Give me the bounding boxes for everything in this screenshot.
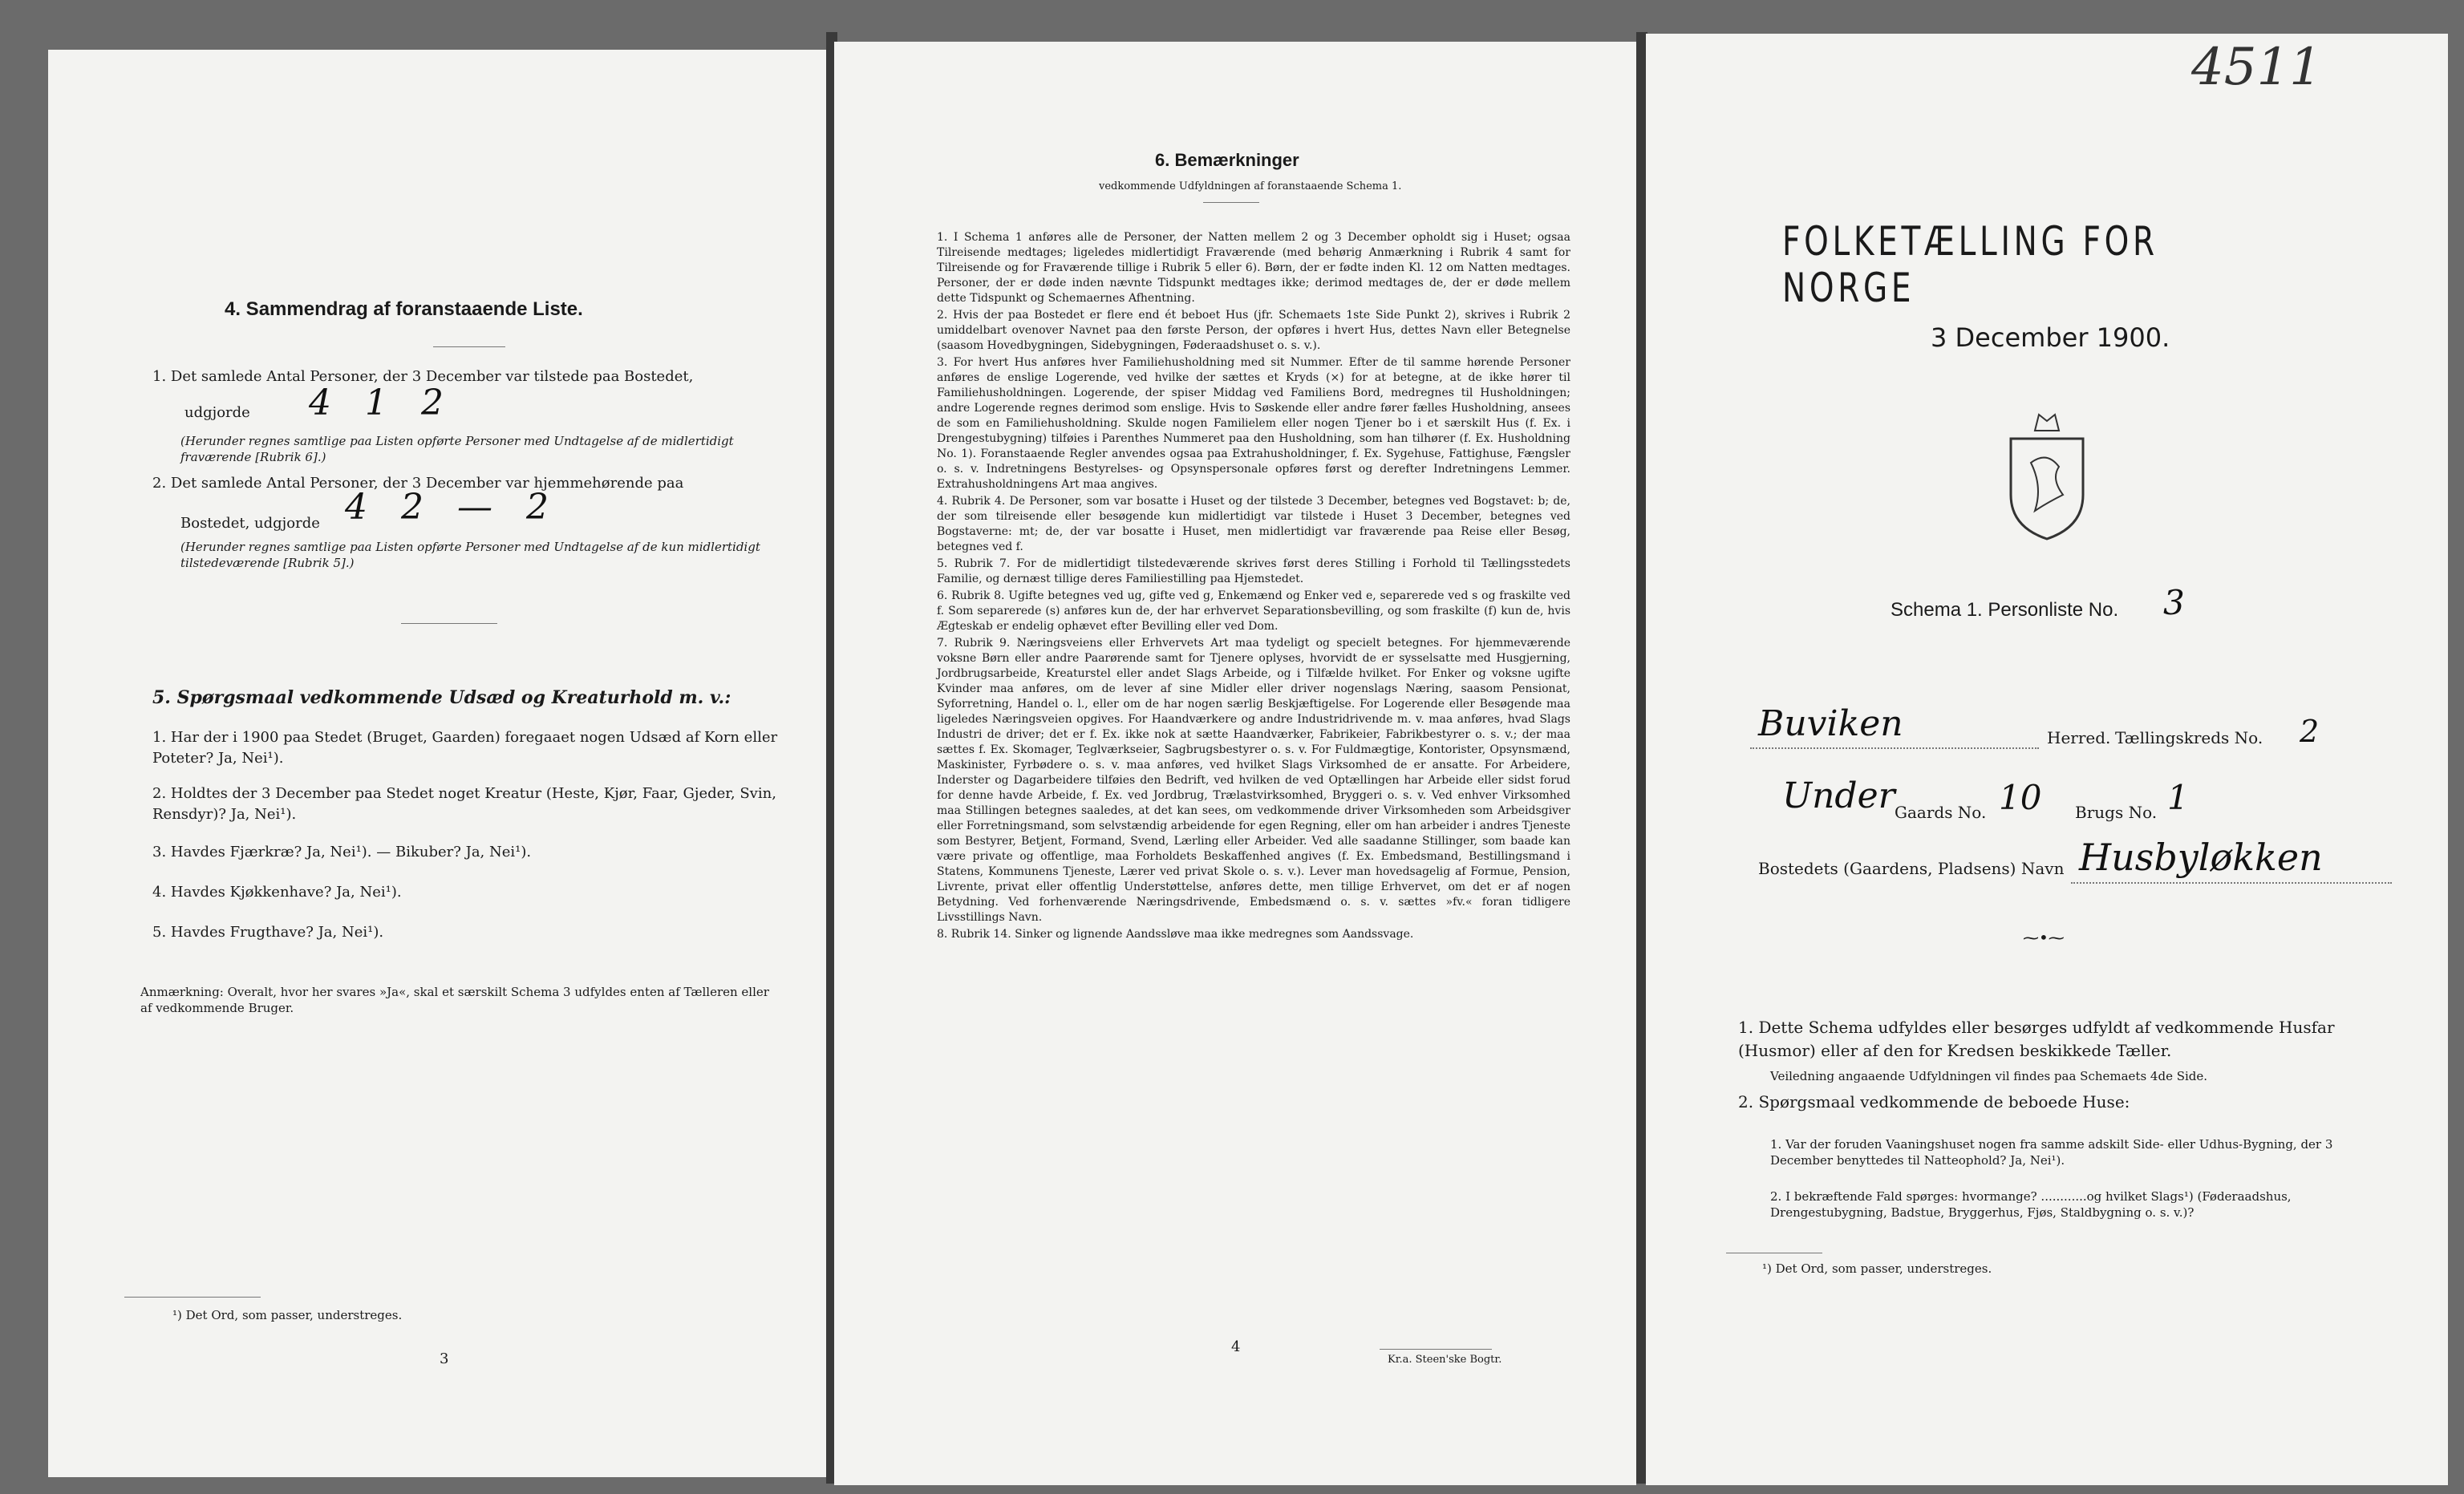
section5-title: 5. Spørgsmaal vedkommende Udsæd og Kreaturhold m. v.: [152,687,732,708]
footnote: ¹) Det Ord, som passer, understreges. [172,1308,403,1322]
divider [401,623,497,624]
ornament: ⁓•⁓ [2023,928,2065,947]
s5-q5: 5. Havdes Frugthave? Ja, Nei¹). [152,924,384,941]
norway-coat-of-arms-icon [2003,407,2091,543]
remark-item: 5. Rubrik 7. For de midlertidigt tilstedeværende skrives først deres Stilling i Forhold til Tællingsstedets Familie, og dernæst tillige deres Familiestilling paa Hjemstedet. [937,557,1570,585]
instruction-2-q1: 1. Var der foruden Vaaningshuset nogen fra samme adskilt Side- eller Udhus-Bygning, der 3 December benyttedes til Natteophold? Ja, Nei¹). [1770,1137,2333,1168]
gaards-label: Gaards No. [1895,803,1987,822]
bosted-line [2071,882,2392,884]
s5-q2: 2. Holdtes der 3 December paa Stedet noget Kreatur (Heste, Kjør, Faar, Gjeder, Svin, Rensdyr)? Ja, Nei¹). [152,785,776,823]
schema-label: Schema 1. Personliste No. [1891,599,2119,621]
instruction-1: 1. Dette Schema udfyldes eller besørges udfyldt af vedkommende Husfar (Husmor) eller af den for Kredsen beskikkede Tæller. [1738,1018,2335,1060]
divider [433,346,505,347]
s5-q3: 3. Havdes Fjærkræ? Ja, Nei¹). — Bikuber? Ja, Nei¹). [152,844,532,860]
brugs-number: 1 [2167,778,2189,817]
kreds-label: Tællingskreds No. [2115,728,2263,747]
s4-q1-note: (Herunder regnes samtlige paa Listen opførte Personer med Undtagelse af de midlertidigt fraværende [Rubrik 6].) [180,434,734,464]
herred-label: Herred. [2047,728,2111,747]
footnote: ¹) Det Ord, som passer, understreges. [1762,1261,1992,1276]
remark-item: 6. Rubrik 8. Ugifte betegnes ved ug, gifte ved g, Enkemænd og Enker ved e, separerede ved s og fraskilte ved f. Som separerede (s) anføres kun de, der har erhvervet Separationsbevilling, og som fraskilte (f) kun de, hvis Ægteskab er endelig ophævet efter Bevilling eller ved Dom. [937,589,1570,633]
kreds-number: 2 [2300,714,2320,749]
gaard-handwritten: Under [1782,775,1895,816]
page-number: 4 [1231,1338,1241,1355]
section4-title: 4. Sammendrag af foranstaaende Liste. [225,298,583,320]
page-4 [834,42,1636,1485]
remarks-subtitle: vedkommende Udfyldningen af foranstaaende Schema 1. [1099,180,1402,192]
remark-item: 3. For hvert Hus anføres hver Familiehusholdning med sit Nummer. Efter de til samme hørende Personer anføres de enslige Logerende, ved hvilke der sættes et Kryds (×) for at betegne, at de ikke hører til Familiehusholdningen. Logerende, der spiser Middag ved Familiens Bord, medregnes til Husholdningen; andre Logerende regnes derimod som enslige. Hvis to Søskende eller andre fører fælles Husholdning, ansees de som en Familiehusholdning. Skulde nogen Familielem eller nogen Tjener bo i et særskilt Hus (f. Ex. i Drengestubygning) tilføies i Parenthes Nummeret paa den Husholdning, som han tilhører (f. Ex. Husholdning No. 1). Foranstaaende Regler anvendes ogsaa paa Extrahusholdninger, f. Ex. Sygehuse, Fattighuse, Fængsler o. s. v. Indretningens Bestyrelses- og Opsynspersonale opføres først og derefter Indretningens Lemmer. Extrahusholdningens Art maa angives. [937,356,1570,491]
cover-page [1646,34,2448,1485]
s4-q1-text: 1. Det samlede Antal Personer, der 3 December var tilstede paa Bostedet, [152,368,694,385]
remark-item: 8. Rubrik 14. Sinker og lignende Aandssløve maa ikke medregnes som Aandssvage. [937,928,1414,941]
instruction-2-q2: 2. I bekræftende Fald spørges: hvormange? ............og hvilket Slags¹) (Føderaadshus, Drengestubygning, Badstue, Bryggerhus, Fjøs, Staldbygning o. s. v.)? [1770,1189,2292,1220]
bosted-handwritten: Husbyløkken [2079,836,2323,879]
catalog-number: 4511 [2191,38,2322,97]
remarks-list [937,230,1570,944]
footnote-rule [124,1297,261,1298]
divider [1203,202,1259,203]
s4-q2-note: (Herunder regnes samtlige paa Listen opførte Personer med Undtagelse af de kun midlertidigt tilstedeværende [Rubrik 5].) [180,540,760,570]
herred-handwritten: Buviken [1758,703,1903,744]
instruction-1-sub: Veiledning angaaende Udfyldningen vil findes paa Schemaets 4de Side. [1770,1069,2208,1083]
bosted-label: Bostedets (Gaardens, Pladsens) Navn [1758,859,2065,878]
anmerkning: Anmærkning: Overalt, hvor her svares »Ja«, skal et særskilt Schema 3 udfyldes enten af Tælleren eller af vedkommende Bruger. [140,985,769,1015]
s4-q2-label: Bostedet, udgjorde [180,515,320,532]
remark-item: 4. Rubrik 4. De Personer, som var bosatte i Huset og der tilstede 3 December, betegnes ved Bogstavet: b; de, der som tilreisende eller besøgende kun midlertidigt var tilstede i Huset 3 December, betegnes ved Bogstaverne: mt; de, der var bosatte i Huset, men midlertidigt var fraværende paa Reise eller Besøg, betegnes ved f. [937,495,1570,553]
remark-item: 2. Hvis der paa Bostedet er flere end ét beboet Hus (jfr. Schemaets 1ste Side Punkt 2), skrives i Rubrik 2 umiddelbart ovenover Navnet paa den første Person, der opføres i hvert Hus, dettes Navn eller Betegnelse (saasom Hovedbygningen, Sidebygningen, Føderaadshuset o. s. v.). [937,309,1570,352]
cover-date: 3 December 1900. [1931,322,2170,353]
remarks-title: 6. Bemærkninger [1155,150,1299,170]
s5-q1: 1. Har der i 1900 paa Stedet (Bruget, Gaarden) foregaaet nogen Udsæd af Korn eller Poteter? Ja, Nei¹). [152,729,778,767]
s5-q4: 4. Havdes Kjøkkenhave? Ja, Nei¹). [152,884,402,901]
s4-q2-text: 2. Det samlede Antal Personer, der 3 December var hjemmehørende paa [152,475,684,492]
s4-q2-handwritten: 4 2 — 2 [345,487,560,528]
page-number: 3 [440,1350,449,1367]
herred-line [1750,747,2039,749]
instruction-2: 2. Spørgsmaal vedkommende de beboede Huse: [1738,1092,2130,1111]
s4-q1-label: udgjorde [184,404,250,421]
printer-rule [1380,1349,1492,1350]
printer-imprint: Kr.a. Steen'ske Bogtr. [1388,1354,1502,1366]
page-3 [48,50,826,1477]
schema-number: 3 [2163,583,2185,622]
cover-title: FOLKETÆLLING FOR NORGE [1782,218,2158,311]
s4-q1-handwritten: 4 1 2 [309,383,455,423]
remark-item: 1. I Schema 1 anføres alle de Personer, der Natten mellem 2 og 3 December opholdt sig i Huset; ogsaa Tilreisende medtages; ligeledes midlertidigt Fraværende (med behørig Anmærkning i Rubrik 4 samt for Tilreisende og for Fraværende tillige i Rubrik 5 eller 6). Børn, der er fødte inden Kl. 12 om Natten medtages. Personer, der er døde inden nævnte Tidspunkt medtages ikke; derimod medtages de, der er døde mellem dette Tidspunkt og Schemaernes Afhentning. [937,231,1570,305]
brugs-label: Brugs No. [2075,803,2158,822]
gaards-number: 10 [1999,778,2042,817]
remark-item: 7. Rubrik 9. Næringsveiens eller Erhvervets Art maa tydeligt og specielt betegnes. For hjemmeværende voksne Børn eller andre Paarørende samt for Tjenere oplyses, hvorvidt de er sysselsatte med Husgjerning, Jordbrugsarbeide, Kreaturstel eller andet Slags Arbeide, og i Tilfælde hvilket. For Enker og voksne ugifte Kvinder maa anføres, om de lever af sine Midler eller driver nogenslags Næring, saasom Pensionat, Syforretning, Handel o. l., eller om de har nogen særlig Beskjæftigelse. For Logerende eller Besøgende maa ligeledes Næringsveien opgives. For Haandværkere og andre Industridrivende m. v. maa anføres, hvad Slags Industri de driver; det er f. Ex. ikke nok at sætte Haandværker, Fabrikeier, Fabrikbestyrer o. s. v.; der maa sættes f. Ex. Skomager, Teglværkseier, Sagbrugsbestyrer o. s. v. For Fuldmægtige, Kontorister, Opsynsmænd, Maskinister, Fyrbødere o. s. v. maa anføres, ved hvilket Slags Virksomhed de er ansatte. For Arbeidere, Inderster og Dagarbeidere tilføies den Bedrift, ved hvilken de ved Optællingen har Arbeide eller sidst forud for denne havde Arbeide, f. Ex. ved Jordbrug, Trælastvirksomhed, Bryggeri o. s. v. Ved enhver Virksomhed maa Stillingen betegnes saaledes, at det kan sees, om vedkommende driver Virksomheden som Arbeidsgiver eller Forretningsmand, som selvstændig arbeidende for egen Regning, eller om han arbeider i andres Tjeneste som Bestyrer, Betjent, Formand, Svend, Lærling eller Arbeider. Ved alle saadanne Stillinger, som baade kan være private og offentlige, maa Forholdets Beskaffenhed angives (f. Ex. Embedsmand, Bestillingsmand i Statens, Kommunens Tjeneste, Lærer ved privat Skole o. s. v.). Lever man hovedsagelig af Formue, Pension, Livrente, privat eller offentlig Understøttelse, anføres dette, men tillige Erhvervet, om det er af nogen Betydning. Ved forhenværende Næringsdrivende, Embedsmænd o. s. v. sættes »fv.« foran tidligere Livsstillings Navn. [937,637,1570,924]
